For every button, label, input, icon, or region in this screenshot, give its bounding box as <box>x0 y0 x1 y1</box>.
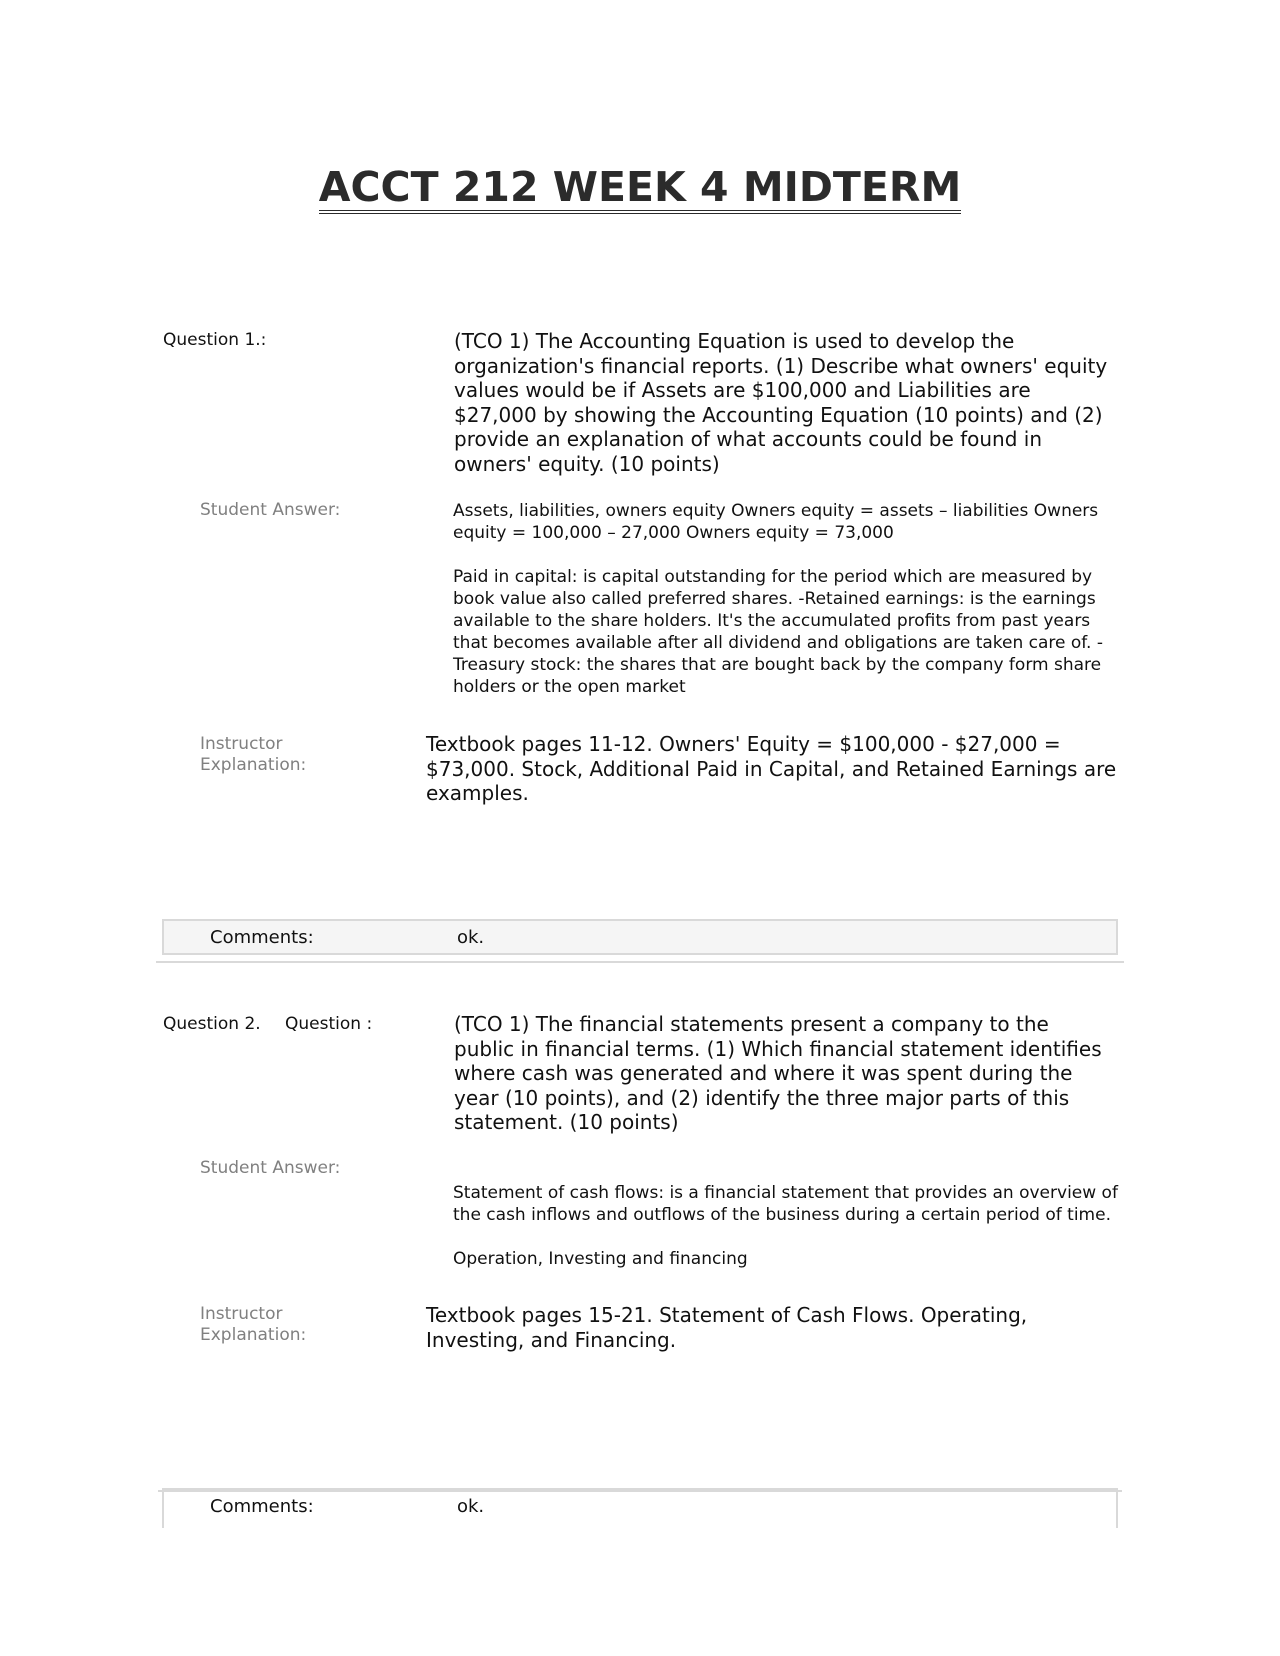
question-2-instructor-label-line-2: Explanation: <box>200 1325 307 1345</box>
question-1-comments-label: Comments: <box>210 927 314 948</box>
question-1-student-answer <box>453 500 1118 698</box>
question-1-text: (TCO 1) The Accounting Equation is used to develop the organization's financial reports. (1) Describe what owners' equity values would be if Assets are $100,000 and Liabilities are $27,000 by showing the Accounting Equation (10 points) and (2) provide an explanation of what accounts could be found in owners' equity. (10 points) <box>454 329 1108 476</box>
question-1-divider <box>156 961 1124 963</box>
question-2-text: (TCO 1) The financial statements present a company to the public in financial terms. (1) Which financial statement identifies where cash was generated and where it was spent during the year (10 points), and (2) identify the three major parts of this statement. (10 points) <box>454 1012 1102 1134</box>
question-1-student-answer-para-1: Assets, liabilities, owners equity Owners equity = assets – liabilities Owners equity = 100,000 – 27,000 Owners equity = 73,000 <box>453 501 1099 543</box>
question-2-student-answer <box>453 1182 1118 1270</box>
question-2-number-label: Question 2. <box>163 1014 261 1034</box>
question-1-instructor-label-line-2: Explanation: <box>200 755 307 775</box>
question-2-comments-box <box>162 1488 1118 1528</box>
question-2-comments-label: Comments: <box>210 1496 314 1517</box>
question-2-comments-value: ok. <box>457 1496 485 1517</box>
question-1-instructor-explanation: Textbook pages 11-12. Owners' Equity = $100,000 - $27,000 = $73,000. Stock, Additional Paid in Capital, and Retained Earnings are examples. <box>426 732 1117 805</box>
question-1-student-answer-para-2: Paid in capital: is capital outstanding for the period which are measured by book value also called preferred shares. -Retained earnings: is the earnings available to the share holders. It's the accumulated profits from past years that becomes available after all dividend and obligations are taken care of. -Treasury stock: the shares that are bought back by the company form share holders or the open market <box>453 567 1103 697</box>
question-2-question-label: Question : <box>285 1014 373 1034</box>
question-1-instructor-label <box>200 734 306 776</box>
question-2-instructor-label <box>200 1304 306 1346</box>
question-1-comments-value: ok. <box>457 927 485 948</box>
document-title-text: ACCT 212 WEEK 4 MIDTERM <box>319 164 962 214</box>
question-1-student-answer-label: Student Answer: <box>200 500 341 520</box>
document-title <box>0 162 1280 214</box>
question-1-number-label: Question 1.: <box>163 330 267 350</box>
question-2-student-answer-label: Student Answer: <box>200 1158 341 1178</box>
question-2-student-answer-para-1: Statement of cash flows: is a financial statement that provides an overview of the cash inflows and outflows of the business during a certain period of time. <box>453 1183 1118 1225</box>
question-1-comments-box <box>162 919 1118 955</box>
question-2-instructor-label-line-1: Instructor <box>200 1304 283 1324</box>
question-2-student-answer-para-2: Operation, Investing and financing <box>453 1249 748 1269</box>
question-1-instructor-label-line-1: Instructor <box>200 734 283 754</box>
question-2-instructor-explanation: Textbook pages 15-21. Statement of Cash Flows. Operating, Investing, and Financing. <box>426 1303 1028 1352</box>
question-2-divider <box>158 1490 1122 1492</box>
